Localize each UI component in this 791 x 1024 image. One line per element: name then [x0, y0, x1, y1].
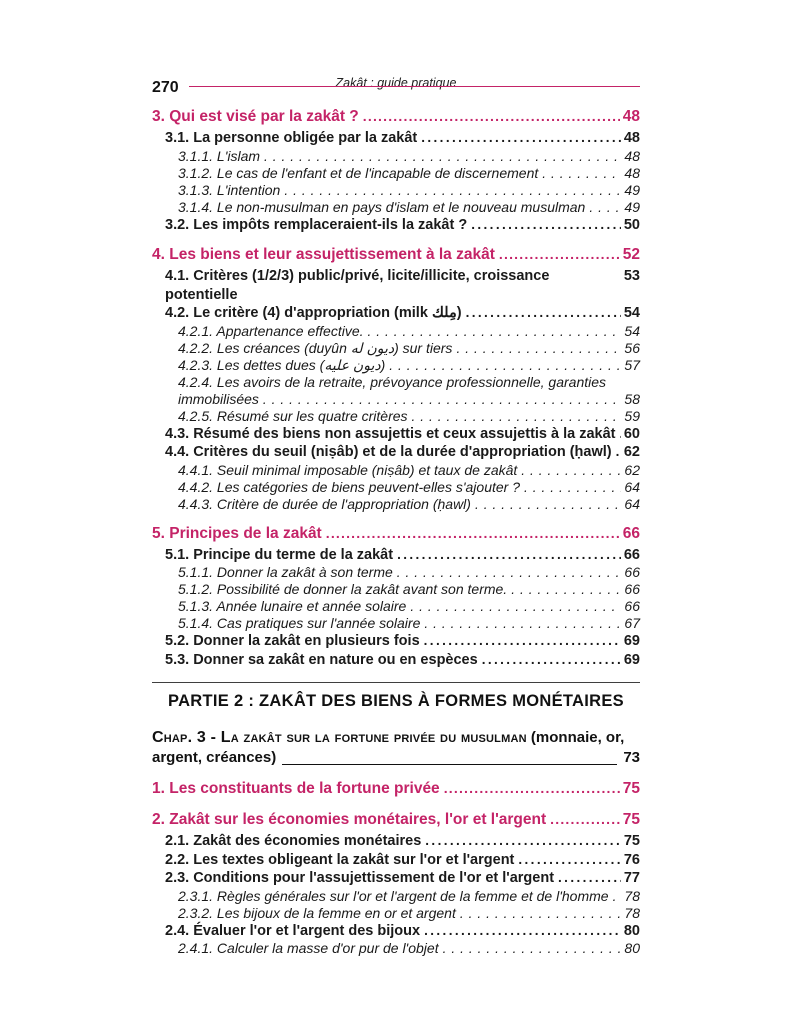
toc-entry-page: 66 [624, 581, 640, 597]
toc-entry-label: 5.1.2. Possibilité de donner la zakât avant son terme. [178, 581, 508, 597]
dot-leader [550, 809, 620, 829]
toc-part2 [152, 778, 640, 957]
dot-leader [524, 479, 621, 496]
toc-entry-page: 48 [624, 164, 640, 181]
toc-entry-label: 3.1.2. Le cas de l'enfant et de l'incapable de discernement [178, 164, 539, 181]
toc-entry-label: 1. Les constituants de la fortune privée [152, 780, 440, 797]
chapter3-smallcaps: Chap. 3 - La zakât sur la fortune privée du musulman [152, 729, 527, 746]
toc-entry [152, 357, 640, 374]
dot-leader [389, 357, 621, 374]
toc-entry-page: 50 [623, 216, 640, 233]
chapter3-heading [152, 728, 640, 768]
dot-leader [620, 425, 621, 444]
toc-entry [152, 940, 640, 957]
dot-leader [284, 182, 621, 199]
toc-entry [152, 304, 640, 323]
part2-divider-rule [152, 682, 640, 683]
dot-leader [410, 598, 621, 615]
dot-leader [424, 632, 621, 651]
toc-entry-label: 3.1. La personne obligée par la zakât [165, 130, 418, 146]
dot-leader [264, 148, 621, 165]
toc-entry-label: 5.3. Donner sa zakât en nature ou en espèces [165, 651, 478, 668]
toc-entry-page: 49 [624, 198, 640, 215]
toc-entry-label: 2.3.2. Les bijoux de la femme en or et argent [178, 904, 456, 921]
toc-entry [152, 267, 640, 304]
toc-entry [152, 832, 640, 851]
toc-entry [152, 581, 640, 598]
toc-entry-label: 4.2.5. Résumé sur les quatre critères [178, 407, 408, 424]
toc-entry-label: immobilisées [178, 390, 259, 407]
toc-entry-page: 52 [622, 246, 640, 263]
toc-entry [152, 165, 640, 182]
toc-entry-page: 58 [624, 390, 640, 407]
toc-entry-page: 76 [623, 851, 640, 868]
toc-entry-page: 64 [624, 495, 640, 512]
toc-entry-page: 66 [624, 598, 640, 614]
toc-entry [152, 922, 640, 941]
toc-entry [152, 216, 640, 235]
toc-entry [152, 615, 640, 632]
dot-leader [443, 940, 622, 957]
toc-entry-page: 69 [623, 633, 640, 649]
dot-leader [511, 581, 621, 598]
toc-entry-page: 62 [624, 461, 640, 478]
toc-entry-page: 48 [623, 130, 640, 146]
toc-entry-line2 [152, 391, 640, 408]
toc-entry-label: 2.3.1. Règles générales sur l'or et l'argent de la femme et de l'homme [178, 887, 609, 904]
toc-entry [152, 546, 640, 565]
page-header [152, 70, 640, 96]
toc-entry-page: 59 [624, 407, 640, 424]
toc-entry-page: 56 [624, 339, 640, 356]
dot-leader [424, 615, 621, 632]
toc-entry-page: 66 [624, 564, 640, 580]
dot-leader [444, 778, 620, 798]
toc-entry-label: 4.4.2. Les catégories de biens peuvent-elles s'ajouter ? [178, 478, 521, 495]
toc-entry [152, 323, 640, 340]
dot-leader [425, 832, 621, 851]
toc-entry [152, 809, 640, 830]
toc-entry-page: 54 [623, 305, 640, 321]
toc-entry [152, 888, 640, 905]
toc-entry-page: 60 [623, 425, 640, 442]
header-rule [189, 86, 640, 87]
dot-leader [558, 869, 621, 888]
toc-entry [152, 869, 640, 888]
toc-entry-page: 49 [624, 181, 640, 198]
dot-leader [397, 546, 621, 565]
toc-entry-label: 2. Zakât sur les économies monétaires, l'or et l'argent [152, 811, 547, 828]
toc-entry [152, 408, 640, 425]
toc-entry [152, 462, 640, 479]
dot-leader [460, 905, 622, 922]
dot-leader [499, 244, 620, 264]
toc-entry-label: 3.2. Les impôts remplaceraient-ils la zakât ? [165, 216, 468, 233]
toc-entry [152, 651, 640, 670]
toc-entry-page: 75 [623, 833, 640, 849]
toc-entry-label: 5.1.3. Année lunaire et année solaire [178, 598, 407, 614]
toc-entry [152, 523, 640, 544]
chapter3-tail: (monnaie, or, [526, 729, 625, 746]
dot-leader [363, 106, 620, 126]
toc-entry [152, 244, 640, 265]
toc-entry [152, 851, 640, 870]
part2-title: PARTIE 2 : ZAKÂT DES BIENS À FORMES MONÉTAIRES [168, 692, 624, 710]
toc-entry-page: 77 [623, 870, 640, 886]
dot-leader [616, 443, 621, 462]
toc-entry-page: 75 [622, 811, 640, 828]
underscore-leader [282, 764, 617, 765]
dot-leader [326, 523, 620, 543]
toc-entry-page: 75 [622, 780, 640, 797]
dot-leader [542, 165, 621, 182]
dot-leader [471, 216, 621, 235]
toc-entry [152, 340, 640, 357]
toc-entry-page: 57 [624, 356, 640, 373]
toc-entry-line1 [152, 374, 640, 391]
toc-entry-label: 5.1. Principe du terme de la zakât [165, 546, 394, 563]
dot-leader [589, 199, 621, 216]
chapter3-line1 [152, 728, 640, 748]
toc-entry-page: 53 [623, 268, 640, 284]
toc-entry-label: 3.1.4. Le non-musulman en pays d'islam et le nouveau musulman [178, 198, 586, 215]
toc-entry-page: 64 [624, 478, 640, 495]
toc-entry-label: 4. Les biens et leur assujettissement à la zakât [152, 246, 495, 263]
toc-entry-label: 2.4.1. Calculer la masse d'or pur de l'objet [178, 940, 439, 956]
toc-entry [152, 778, 640, 799]
toc-entry-label: 2.2. Les textes obligeant la zakât sur l'or et l'argent [165, 851, 515, 868]
toc-entry [152, 182, 640, 199]
toc-entry [152, 199, 640, 216]
dot-leader [482, 651, 621, 670]
dot-leader [456, 340, 621, 357]
toc-entry-label: 3. Qui est visé par la zakât ? [152, 108, 359, 125]
dot-leader [518, 851, 620, 870]
toc-entry-label: 3.1.3. L'intention [178, 181, 281, 198]
toc-entry-page: 78 [624, 904, 640, 921]
toc-entry-page: 80 [624, 940, 640, 956]
toc-entry-page: 48 [624, 147, 640, 164]
dot-leader [263, 391, 622, 408]
toc-part1 [152, 106, 640, 669]
toc-entry [152, 598, 640, 615]
toc-entry-page: 66 [622, 524, 640, 542]
toc-entry-label: 3.1.1. L'islam [178, 147, 261, 164]
toc-entry-label: 4.2. Le critère (4) d'appropriation (milk مِلك) [165, 305, 462, 321]
toc-entry-label: 5.1.1. Donner la zakât à son terme [178, 564, 393, 580]
dot-leader [475, 496, 621, 513]
book-page [152, 0, 640, 957]
running-title: Zakât : guide pratique [335, 76, 457, 90]
dot-leader [368, 323, 622, 340]
toc-entry [152, 425, 640, 444]
toc-entry-label: 4.4.3. Critère de durée de l'appropriation (ḥawl) [178, 495, 471, 512]
dot-leader [521, 462, 621, 479]
toc-entry [152, 564, 640, 581]
dot-leader [421, 129, 621, 148]
toc-entry-page: 54 [624, 322, 640, 339]
toc-entry-page: 80 [623, 922, 640, 939]
toc-entry-label: 4.4.1. Seuil minimal imposable (niṣâb) et taux de zakât [178, 461, 518, 478]
toc-entry-label: 4.1. Critères (1/2/3) public/privé, licite/illicite, croissance potentielle [165, 268, 554, 303]
toc-entry [152, 479, 640, 496]
dot-leader [466, 304, 621, 323]
chapter3-line2 [152, 748, 640, 768]
toc-entry-label: 4.2.3. Les dettes dues (ديون عليه) [178, 356, 386, 373]
dot-leader [613, 888, 622, 905]
toc-entry [152, 905, 640, 922]
toc-entry-page: 78 [624, 887, 640, 904]
toc-entry-page: 62 [623, 444, 640, 460]
toc-entry-label: 2.4. Évaluer l'or et l'argent des bijoux [165, 922, 421, 939]
toc-entry-label: 5.2. Donner la zakât en plusieurs fois [165, 633, 420, 649]
chapter3-page: 73 [623, 749, 640, 766]
toc-entry-label: 4.2.1. Appartenance effective. [178, 322, 364, 339]
toc-entry-label: 4.4. Critères du seuil (niṣâb) et de la durée d'appropriation (ḥawl) [165, 444, 612, 460]
toc-entry [152, 129, 640, 148]
toc-entry-label: 5. Principes de la zakât [152, 524, 322, 542]
toc-entry [152, 443, 640, 462]
dot-leader [412, 408, 622, 425]
toc-entry-label: 2.3. Conditions pour l'assujettissement de l'or et l'argent [165, 870, 555, 886]
toc-entry-label: 4.3. Résumé des biens non assujettis et ceux assujettis à la zakât [165, 425, 616, 442]
toc-entry-page: 48 [622, 108, 640, 125]
toc-entry-page: 66 [623, 546, 640, 563]
toc-entry-page: 67 [624, 615, 640, 631]
toc-entry [152, 106, 640, 127]
toc-entry-page: 69 [623, 651, 640, 668]
toc-entry-label: 4.2.2. Les créances (duyûn ديون له) sur tiers [178, 339, 453, 356]
toc-entry [152, 496, 640, 513]
toc-entry [152, 148, 640, 165]
chapter3-line2-label: argent, créances) [152, 749, 277, 766]
dot-leader [397, 564, 622, 581]
dot-leader [424, 922, 621, 941]
folio-page-number: 270 [152, 79, 179, 96]
header-rule-row [152, 80, 640, 96]
toc-entry-label: 4.2.4. Les avoirs de la retraite, prévoyance professionnelle, garanties [178, 373, 607, 390]
toc-entry [152, 632, 640, 651]
toc-entry-label: 5.1.4. Cas pratiques sur l'année solaire [178, 615, 421, 631]
toc-entry-label: 2.1. Zakât des économies monétaires [165, 833, 422, 849]
